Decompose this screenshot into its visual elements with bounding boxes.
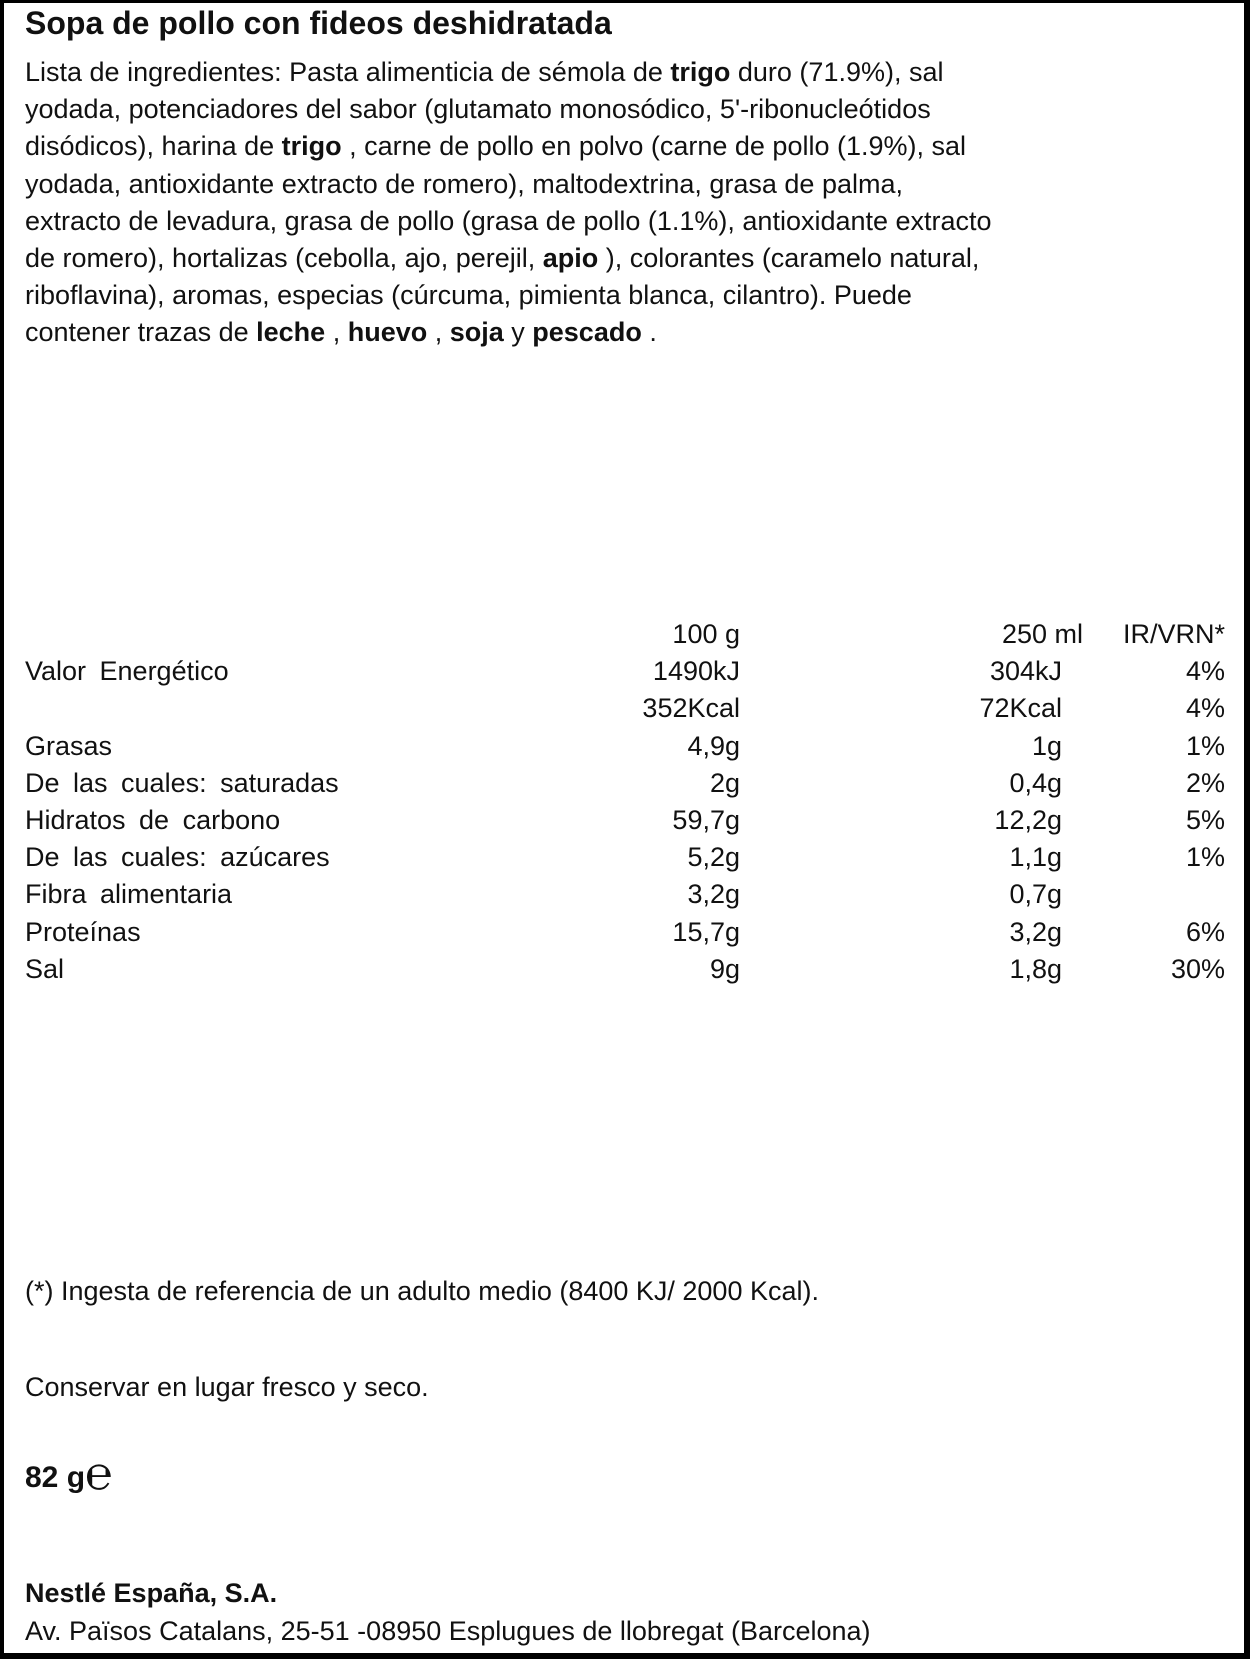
nutrient-label: Valor Energético [25, 656, 229, 687]
value-per-100g: 5,2g [687, 842, 740, 873]
ingredient-text: duro (71.9%), sal [730, 57, 944, 87]
header-per-100g: 100 g [672, 619, 740, 649]
value-ir-vrn: 1% [1185, 730, 1225, 761]
nutrition-row [25, 728, 1225, 765]
header-ir-vrn: IR/VRN* [1122, 619, 1225, 649]
nutrient-label: Grasas [25, 730, 113, 761]
ingredient-text: . [641, 317, 657, 348]
header-per-250ml: 250 ml [1001, 619, 1083, 649]
value-ir-vrn: 1% [1185, 842, 1225, 873]
value-per-100g: 3,2g [687, 879, 740, 910]
product-label-page [4, 3, 1244, 1653]
ingredients-line [25, 314, 1225, 351]
estimated-sign-icon: ℮ [85, 1448, 113, 1499]
value-per-100g: 15,7g [672, 916, 740, 947]
ingredient-text: y [503, 317, 533, 348]
value-per-250ml: 1,8g [1009, 953, 1062, 984]
nutrition-row [25, 839, 1225, 876]
nutrient-label: De las cuales: azúcares [25, 842, 330, 873]
allergen-text: trigo [670, 57, 731, 87]
allergen-text: trigo [281, 131, 342, 162]
value-per-100g: 9g [709, 953, 740, 984]
value-per-250ml: 3,2g [1009, 916, 1062, 947]
value-per-100g: 1490kJ [652, 656, 740, 687]
value-per-250ml: 304kJ [989, 656, 1062, 687]
nutrient-label: Proteínas [25, 916, 141, 947]
product-title: Sopa de pollo con fideos deshidratada [25, 5, 612, 41]
ingredient-text: yodada, antioxidante extracto de romero), maltodextrina, grasa de palma, [25, 168, 903, 199]
ingredient-text: , [427, 317, 450, 348]
ingredients-line [25, 128, 1225, 165]
value-per-100g: 59,7g [672, 804, 740, 835]
nutrition-table [25, 616, 1225, 988]
value-ir-vrn: 6% [1185, 916, 1225, 947]
value-per-100g: 352Kcal [642, 693, 740, 724]
net-weight [25, 1448, 113, 1499]
nutrient-label: De las cuales: saturadas [25, 767, 339, 798]
value-per-250ml: 1g [1031, 730, 1062, 761]
nutrient-label: Sal [25, 953, 65, 984]
net-weight-value: 82 g [25, 1461, 86, 1494]
manufacturer-name: Nestlé España, S.A. [25, 1578, 278, 1608]
value-ir-vrn: 5% [1185, 804, 1225, 835]
ingredient-text: Lista de ingredientes: Pasta alimenticia de sémola de [25, 57, 671, 87]
ingredient-text: , [325, 317, 348, 348]
nutrition-row [25, 876, 1225, 913]
nutrition-row [25, 690, 1225, 727]
ingredient-text: de romero), hortalizas (cebolla, ajo, perejil, [25, 243, 543, 274]
value-per-100g: 2g [709, 767, 740, 798]
manufacturer-address: Av. Països Catalans, 25-51 -08950 Esplugues de llobregat (Barcelona) [25, 1616, 871, 1646]
value-ir-vrn: 4% [1185, 693, 1225, 724]
nutrition-row [25, 765, 1225, 802]
value-ir-vrn: 4% [1185, 656, 1225, 687]
value-per-250ml: 0,7g [1009, 879, 1062, 910]
nutrition-row [25, 802, 1225, 839]
value-ir-vrn: 30% [1170, 953, 1225, 984]
ingredients-line [25, 277, 1225, 314]
ingredient-text: , carne de pollo en polvo (carne de pollo (1.9%), sal [341, 131, 967, 162]
ingredient-text: ), colorantes (caramelo natural, [598, 243, 980, 274]
nutrient-label: Hidratos de carbono [25, 804, 281, 835]
allergen-text: soja [449, 317, 504, 348]
nutrient-label: Fibra alimentaria [25, 879, 233, 910]
nutrition-row [25, 653, 1225, 690]
ingredients-line [25, 91, 1225, 128]
value-per-100g: 4,9g [687, 730, 740, 761]
nutrition-row [25, 914, 1225, 951]
ingredients-line [25, 240, 1225, 277]
nutrition-row [25, 951, 1225, 988]
reference-intake-footnote: (*) Ingesta de referencia de un adulto medio (8400 KJ/ 2000 Kcal). [25, 1276, 819, 1306]
ingredients-line [25, 203, 1225, 240]
value-per-250ml: 72Kcal [979, 693, 1062, 724]
ingredient-text: extracto de levadura, grasa de pollo (grasa de pollo (1.1%), antioxidante extracto [25, 205, 992, 236]
ingredient-text: disódicos), harina de [25, 131, 282, 162]
allergen-text: pescado [532, 317, 642, 348]
value-per-250ml: 1,1g [1009, 842, 1062, 873]
storage-instructions: Conservar en lugar fresco y seco. [25, 1372, 429, 1402]
allergen-text: apio [542, 243, 599, 274]
value-per-250ml: 12,2g [994, 804, 1062, 835]
ingredients-list [25, 54, 1225, 352]
nutrition-header-row [25, 616, 1225, 653]
ingredients-line [25, 166, 1225, 203]
ingredient-text: contener trazas de [25, 317, 257, 348]
value-ir-vrn: 2% [1185, 767, 1225, 798]
allergen-text: huevo [347, 317, 428, 348]
value-per-250ml: 0,4g [1009, 767, 1062, 798]
ingredient-text: yodada, potenciadores del sabor (glutamato monosódico, 5'-ribonucleótidos [25, 94, 931, 125]
allergen-text: leche [256, 317, 326, 348]
ingredient-text: riboflavina), aromas, especias (cúrcuma, pimienta blanca, cilantro). Puede [25, 280, 912, 311]
ingredients-line [25, 54, 1225, 91]
